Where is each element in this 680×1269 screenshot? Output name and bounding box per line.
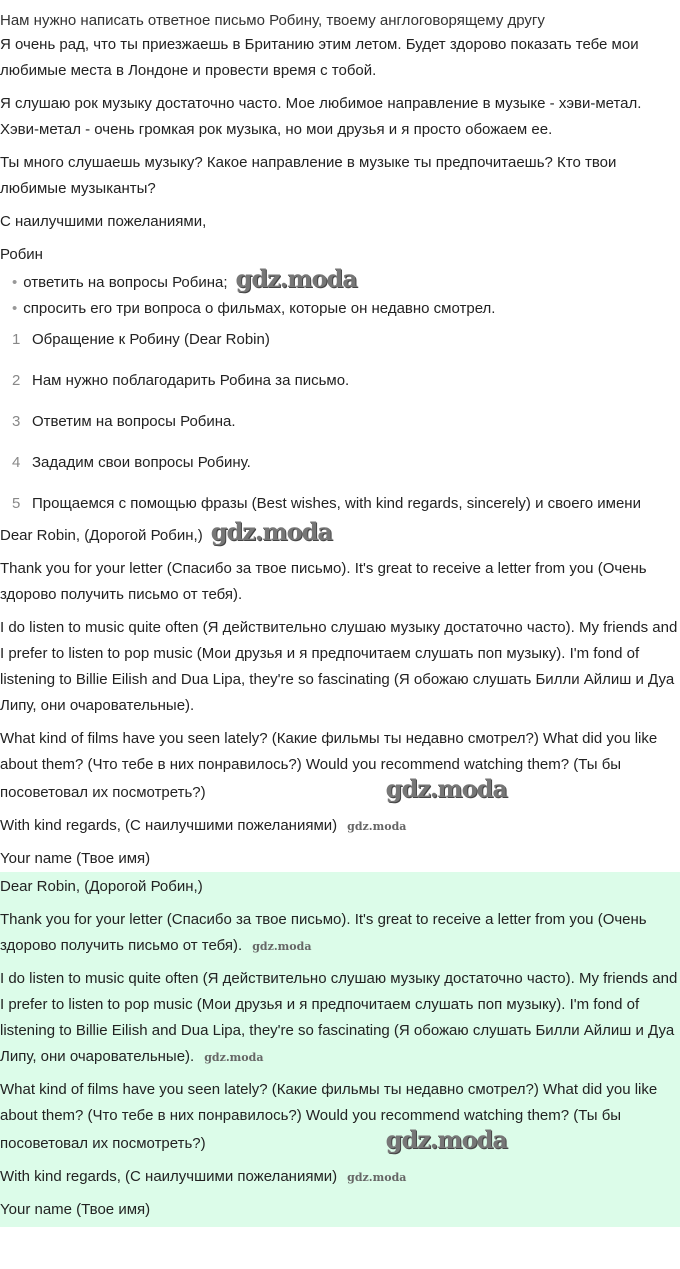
- answer-paragraph-text: I do listen to music quite often (Я действительно слушаю музыку достаточно часто). My friends and I prefer to listen to pop music (Мои друзья и я предпочитаем слушать поп музыку). I'm fond of listening to Billie Eilish and Dua Lipa, they're so fascinating (Я обожаю слушать Билли Айлиш и Дуа Липу, они очаровательные).: [0, 970, 678, 1065]
- step-item: [0, 326, 680, 353]
- watermark-logo: gdz.moda: [385, 774, 507, 803]
- plan-steps: [0, 326, 680, 517]
- answer-paragraph: [0, 907, 680, 959]
- answer-letter-highlighted: [0, 872, 680, 1227]
- answer-paragraph-text: What kind of films have you seen lately? (Какие фильмы ты недавно смотрел?) What did you like about them? (Что тебе в них понравилось?) Would you recommend watching them? (Ты бы посоветовал их посмотреть?): [0, 1081, 658, 1152]
- step-number: 1: [12, 331, 21, 348]
- step-number: 3: [12, 413, 21, 430]
- step-item: [0, 408, 680, 435]
- step-number: 2: [12, 372, 21, 389]
- step-text: Прощаемся с помощью фразы (Best wishes, with kind regards, sincerely) и своего имени: [32, 495, 641, 512]
- step-text: Ответим на вопросы Робина.: [32, 413, 236, 430]
- answer-closing: [0, 1164, 680, 1190]
- answer-paragraph: [0, 1077, 680, 1157]
- task-bullets: [0, 264, 680, 322]
- watermark-logo: gdz.moda: [210, 517, 332, 546]
- watermark-logo: gdz.moda: [347, 1171, 407, 1184]
- watermark-logo: gdz.moda: [252, 940, 312, 953]
- watermark-logo: gdz.moda: [385, 1125, 507, 1154]
- answer-paragraph: [0, 726, 680, 806]
- step-text: Нам нужно поблагодарить Робина за письмо.: [32, 372, 350, 389]
- watermark-logo: gdz.moda: [204, 1051, 264, 1064]
- answer-signature: Your name (Твое имя): [0, 1201, 151, 1218]
- robin-letter: [0, 32, 680, 268]
- answer-paragraph: Thank you for your letter (Спасибо за твое письмо). It's great to receive a letter from you (Очень здорово получить письмо от тебя).: [0, 560, 647, 603]
- step-item: [0, 367, 680, 394]
- bullet-text: ответить на вопросы Робина;: [23, 274, 228, 291]
- letter-paragraph: Я слушаю рок музыку достаточно часто. Мое любимое направление в музыке - хэви-метал. Хэви-метал - очень громкая рок музыка, но мои друзья и я просто обожаем ее.: [0, 95, 642, 138]
- step-text: Обращение к Робину (Dear Robin): [32, 331, 270, 348]
- answer-paragraph: [0, 966, 680, 1070]
- step-item: [0, 490, 680, 517]
- step-number: 5: [12, 495, 21, 512]
- bullet-item: [0, 264, 680, 296]
- answer-closing: [0, 813, 680, 839]
- bullet-text: спросить его три вопроса о фильмах, которые он недавно смотрел.: [23, 300, 496, 317]
- letter-paragraph: Я очень рад, что ты приезжаешь в Британию этим летом. Будет здорово показать тебе мои любимые места в Лондоне и провести время с тобой.: [0, 36, 639, 79]
- answer-letter: [0, 517, 680, 872]
- answer-greeting-text: Dear Robin, (Дорогой Робин,): [0, 527, 203, 544]
- step-text: Зададим свои вопросы Робину.: [32, 454, 251, 471]
- answer-paragraph: I do listen to music quite often (Я действительно слушаю музыку достаточно часто). My friends and I prefer to listen to pop music (Мои друзья и я предпочитаем слушать поп музыку). I'm fond of listening to Billie Eilish and Dua Lipa, they're so fascinating (Я обожаю слушать Билли Айлиш и Дуа Липу, они очаровательные).: [0, 619, 678, 714]
- watermark-logo: gdz.moda: [347, 820, 407, 833]
- answer-paragraph-text: Thank you for your letter (Спасибо за твое письмо). It's great to receive a letter from you (Очень здорово получить письмо от тебя).: [0, 911, 647, 954]
- letter-paragraph: Ты много слушаешь музыку? Какое направление в музыке ты предпочитаешь? Кто твои любимые музыканты?: [0, 154, 617, 197]
- answer-greeting: [0, 517, 680, 549]
- letter-closing: С наилучшими пожеланиями,: [0, 213, 207, 230]
- step-number: 4: [12, 454, 21, 471]
- answer-paragraph-text: What kind of films have you seen lately? (Какие фильмы ты недавно смотрел?) What did you like about them? (Что тебе в них понравилось?) Would you recommend watching them? (Ты бы посоветовал их посмотреть?): [0, 730, 658, 801]
- answer-greeting: Dear Robin, (Дорогой Робин,): [0, 878, 203, 895]
- answer-closing-text: With kind regards, (С наилучшими пожеланиями): [0, 817, 338, 834]
- watermark-logo: gdz.moda: [235, 264, 357, 293]
- bullet-item: [0, 296, 680, 322]
- letter-signature: Робин: [0, 246, 43, 263]
- task-statement: Нам нужно написать ответное письмо Робину, твоему англоговорящему другу: [0, 12, 545, 28]
- answer-closing-text: With kind regards, (С наилучшими пожеланиями): [0, 1168, 338, 1185]
- step-item: [0, 449, 680, 476]
- answer-signature: Your name (Твое имя): [0, 850, 151, 867]
